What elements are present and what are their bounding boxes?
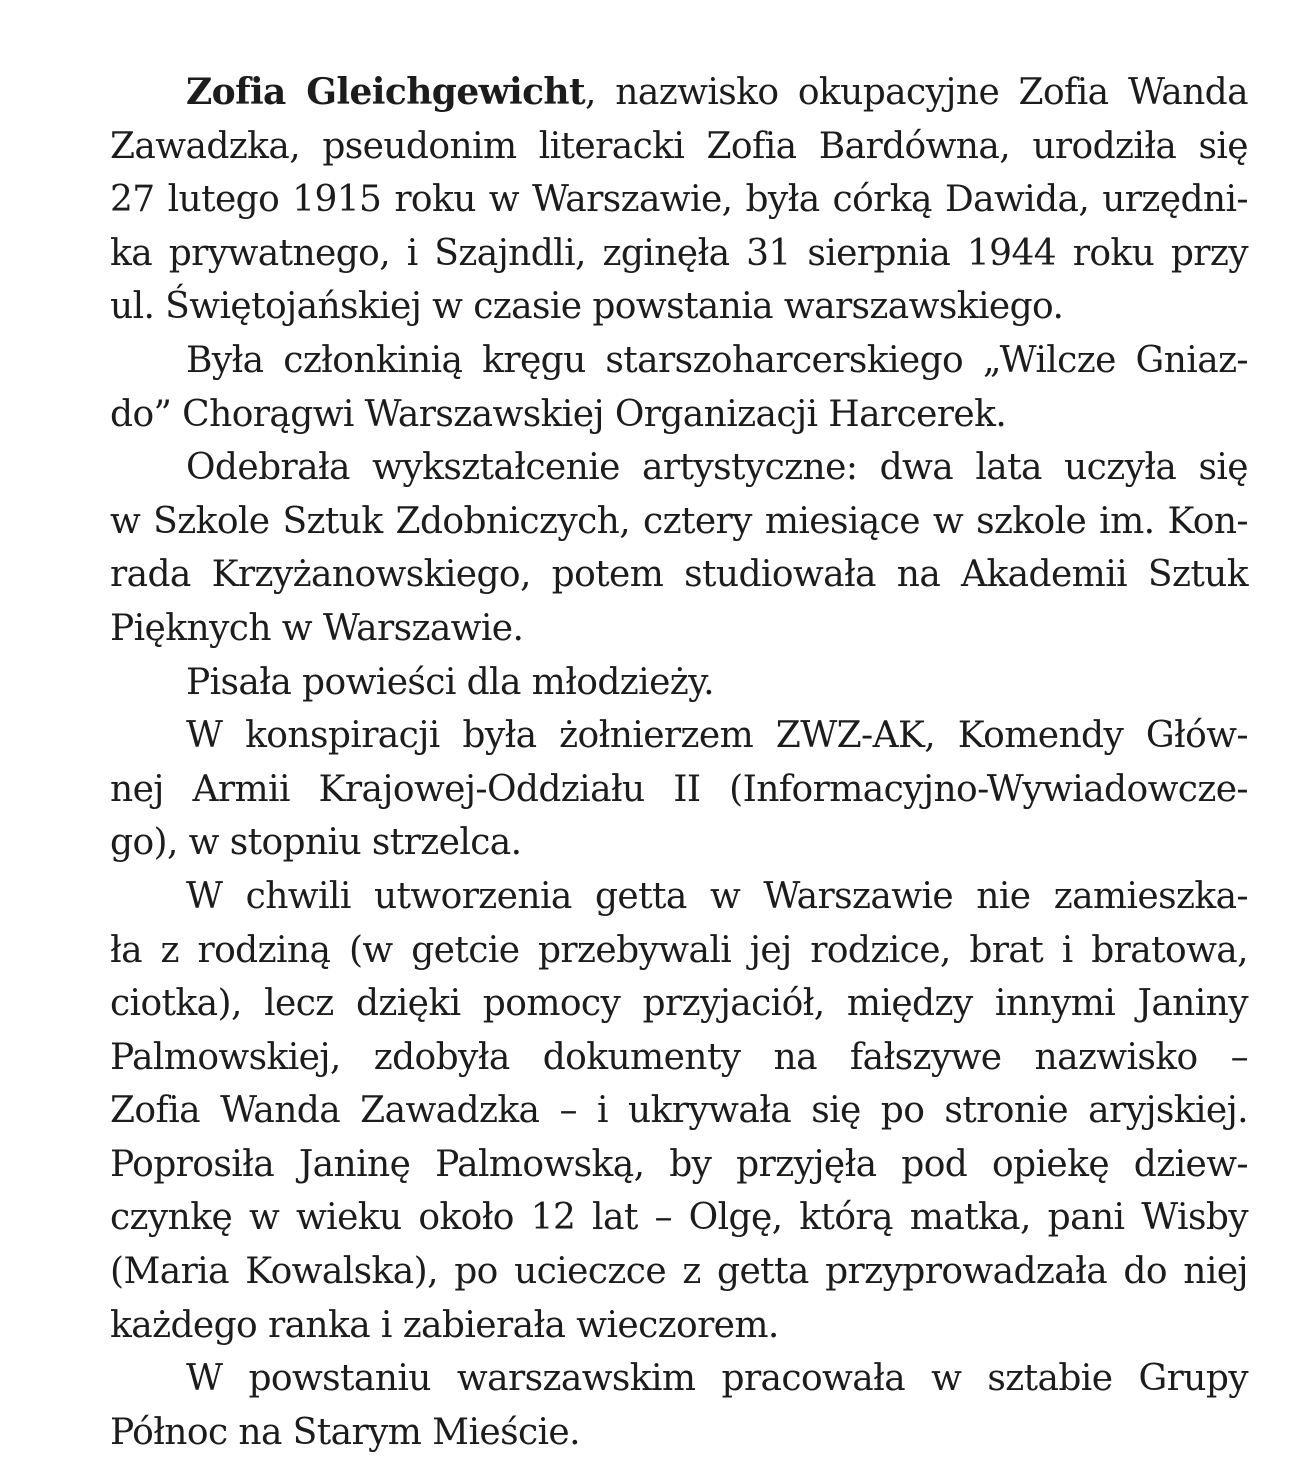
text-line: Zawadzka, pseudonim literacki Zofia Bardówna, urodziła się (110, 125, 1248, 167)
text-line: rada Krzyżanowskiego, potem studiowała na Akademii Sztuk (110, 554, 1248, 596)
text-line: Pięknych w Warszawie. (110, 607, 524, 649)
text-line: W powstaniu warszawskim pracowała w sztabie Grupy (186, 1358, 1248, 1400)
text-line: ka prywatnego, i Szajndli, zginęła 31 sierpnia 1944 roku przy (110, 232, 1248, 274)
text-line: ła z rodziną (w getcie przebywali jej rodzice, brat i bratowa, (110, 929, 1248, 971)
paragraph (110, 709, 1248, 870)
text-line: każdego ranka i zabierała wieczorem. (110, 1304, 779, 1346)
paragraph (110, 441, 1248, 655)
text-line: nej Armii Krajowej-Oddziału II (Informacyjno-Wywiadowcze- (110, 768, 1248, 810)
text-line: 27 lutego 1915 roku w Warszawie, była córką Dawida, urzędni- (110, 179, 1248, 221)
text-line: (Maria Kowalska), po ucieczce z getta przyprowadzała do niej (110, 1251, 1248, 1293)
text-line: go), w stopniu strzelca. (110, 822, 522, 864)
text-line: W konspiracji była żołnierzem ZWZ-AK, Komendy Głów- (186, 715, 1248, 757)
person-name: Zofia Gleichgewicht (186, 71, 586, 113)
text-line: Była członkinią kręgu starszoharcerskiego „Wilcze Gniaz- (186, 339, 1248, 381)
text-line: Zofia Gleichgewicht, nazwisko okupacyjne Zofia Wanda (186, 71, 1248, 113)
text-line: czynkę w wieku około 12 lat – Olgę, którą matka, pani Wisby (110, 1197, 1248, 1239)
text-line: Odebrała wykształcenie artystyczne: dwa lata uczyła się (186, 447, 1248, 489)
text-line: Zofia Wanda Zawadzka – i ukrywała się po stronie aryjskiej. (110, 1090, 1248, 1132)
text-line: do” Chorągwi Warszawskiej Organizacji Harcerek. (110, 393, 1007, 435)
text-line: Poprosiła Janinę Palmowską, by przyjęła pod opiekę dziew- (110, 1143, 1248, 1185)
paragraph (110, 334, 1248, 441)
text-line: Pisała powieści dla młodzieży. (186, 661, 714, 703)
text-line: ul. Świętojańskiej w czasie powstania warszawskiego. (110, 286, 1064, 328)
text-line: ciotka), lecz dzięki pomocy przyjaciół, między innymi Janiny (110, 983, 1248, 1025)
text-line: Palmowskiej, zdobyła dokumenty na fałszywe nazwisko – (110, 1036, 1248, 1078)
paragraph (110, 66, 1248, 334)
document-page (110, 66, 1248, 1459)
text-line: W chwili utworzenia getta w Warszawie nie zamieszka- (186, 875, 1248, 917)
paragraph (110, 656, 1248, 710)
paragraph (110, 870, 1248, 1352)
paragraph (110, 1352, 1248, 1459)
text-line: Północ na Starym Mieście. (110, 1411, 580, 1453)
text-line: w Szkole Sztuk Zdobniczych, cztery miesiące w szkole im. Kon- (110, 500, 1248, 542)
